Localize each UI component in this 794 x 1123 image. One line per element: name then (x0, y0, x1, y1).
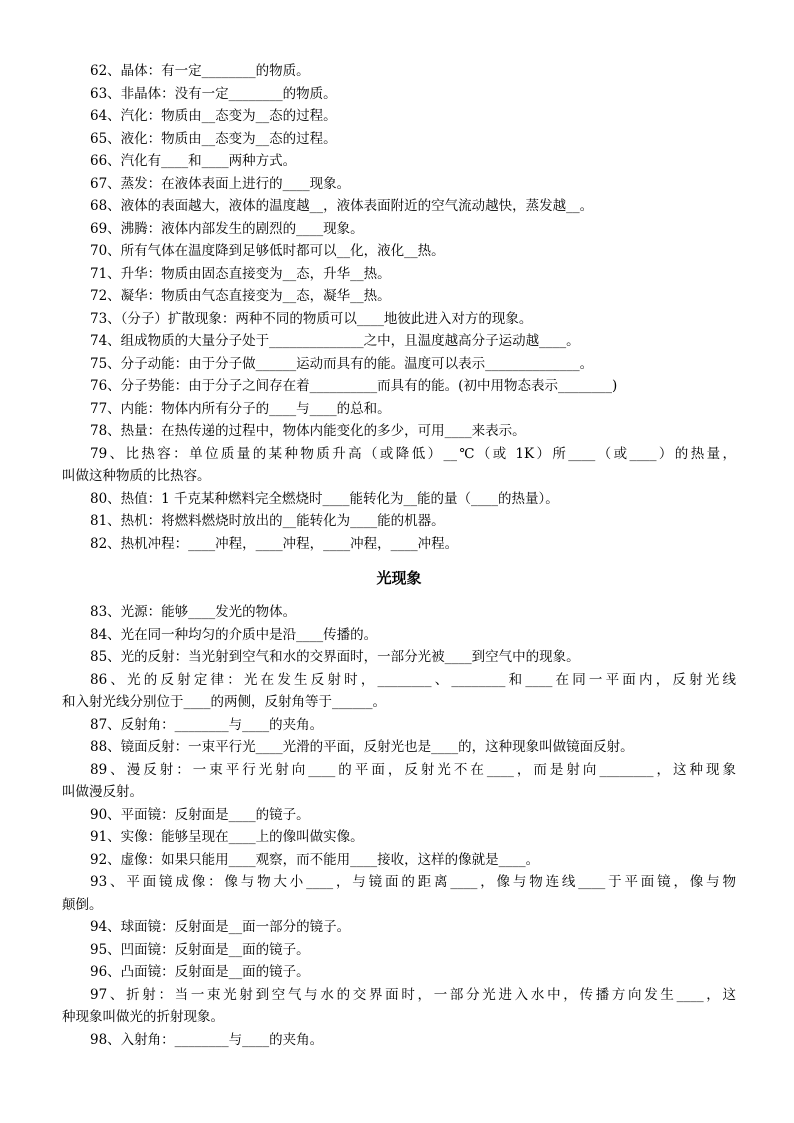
item-86: 86、光的反射定律：光在发生反射时，________、________和____在同一平面内，反射光线 (90, 671, 736, 688)
item-62: 62、晶体：有一定________的物质。 (90, 63, 310, 79)
item-70: 70、所有气体在温度降到足够低时都可以__化，液化__热。 (90, 243, 445, 259)
item-84: 84、光在同一种均匀的介质中是沿____传播的。 (90, 626, 378, 643)
item-83: 83、光源：能够____发光的物体。 (90, 604, 297, 620)
item-93-continued: 颠倒。 (62, 896, 103, 913)
item-88: 88、镜面反射：一束平行光____光滑的平面，反射光也是____的，这种现象叫做镜面反射。 (90, 739, 634, 755)
item-96: 96、凸面镜：反射面是__面的镜子。 (90, 964, 310, 980)
item-71: 71、升华：物质由固态直接变为__态，升华__热。 (90, 265, 391, 282)
item-93: 93、平面镜成像：像与物大小____，与镜面的距离____，像与物连线____于平面镜，像与物 (90, 874, 736, 890)
item-80: 80、热值：1 千克某种燃料完全燃烧时____能转化为__能的量（____的热量）。 (90, 490, 559, 507)
item-86-continued: 和入射光线分别位于____的两侧，反射角等于______。 (62, 694, 386, 710)
item-74: 74、组成物质的大量分子处于______________之中，且温度越高分子运动越____。 (90, 333, 580, 349)
item-66: 66、汽化有____和____两种方式。 (90, 153, 297, 169)
item-65: 65、液化：物质由__态变为__态的过程。 (90, 130, 337, 147)
item-69: 69、沸腾：液体内部发生的剧烈的____现象。 (90, 220, 364, 237)
item-78: 78、热量：在热传递的过程中，物体内能变化的多少，可用____来表示。 (90, 423, 526, 439)
item-76: 76、分子势能：由于分子之间存在着__________而具有的能。(初中用物态表示________) (90, 378, 618, 394)
item-87: 87、反射角：________与____的夹角。 (90, 716, 324, 733)
item-63: 63、非晶体：没有一定________的物质。 (90, 85, 337, 102)
item-90: 90、平面镜：反射面是____的镜子。 (90, 806, 310, 823)
item-98: 98、入射角：________与____的夹角。 (90, 1031, 324, 1048)
item-94: 94、球面镜：反射面是__面一部分的镜子。 (90, 919, 351, 935)
item-67: 67、蒸发：在液体表面上进行的____现象。 (90, 175, 351, 192)
item-97-continued: 种现象叫做光的折射现象。 (62, 1009, 224, 1025)
item-82: 82、热机冲程：____冲程，____冲程，____冲程，____冲程。 (90, 535, 459, 552)
item-72: 72、凝华：物质由气态直接变为__态，凝华__热。 (90, 288, 391, 304)
item-77: 77、内能：物体内所有分子的____与____的总和。 (90, 400, 391, 417)
item-79-continued: 叫做这种物质的比热容。 (62, 468, 211, 484)
item-68: 68、液体的表面越大，液体的温度越__，液体表面附近的空气流动越快，蒸发越__。 (90, 198, 594, 214)
item-91: 91、实像：能够呈现在____上的像叫做实像。 (90, 829, 364, 845)
item-81: 81、热机：将燃料燃烧时放出的__能转化为____能的机器。 (90, 513, 445, 529)
item-92: 92、虚像：如果只能用____观察，而不能用____接收，这样的像就是____。 (90, 851, 540, 868)
item-79: 79、比热容：单位质量的某种物质升高（或降低）__℃（或 1K）所____（或____）的热量， (90, 445, 736, 462)
item-95: 95、凹面镜：反射面是__面的镜子。 (90, 941, 310, 958)
section-title: 光现象 (376, 569, 422, 587)
item-89: 89、漫反射：一束平行光射向____的平面，反射光不在____，而是射向________，这种现象 (90, 761, 736, 778)
item-73: 73、（分子）扩散现象：两种不同的物质可以____地彼此进入对方的现象。 (90, 310, 533, 327)
item-89-continued: 叫做漫反射。 (62, 784, 143, 800)
item-64: 64、汽化：物质由__态变为__态的过程。 (90, 108, 337, 124)
item-85: 85、光的反射：当光射到空气和水的交界面时，一部分光被____到空气中的现象。 (90, 649, 580, 665)
item-75: 75、分子动能：由于分子做______运动而具有的能。温度可以表示______________。 (90, 355, 594, 372)
item-97: 97、折射：当一束光射到空气与水的交界面时，一部分光进入水中，传播方向发生____，这 (90, 986, 736, 1003)
document-body (62, 60, 736, 1051)
